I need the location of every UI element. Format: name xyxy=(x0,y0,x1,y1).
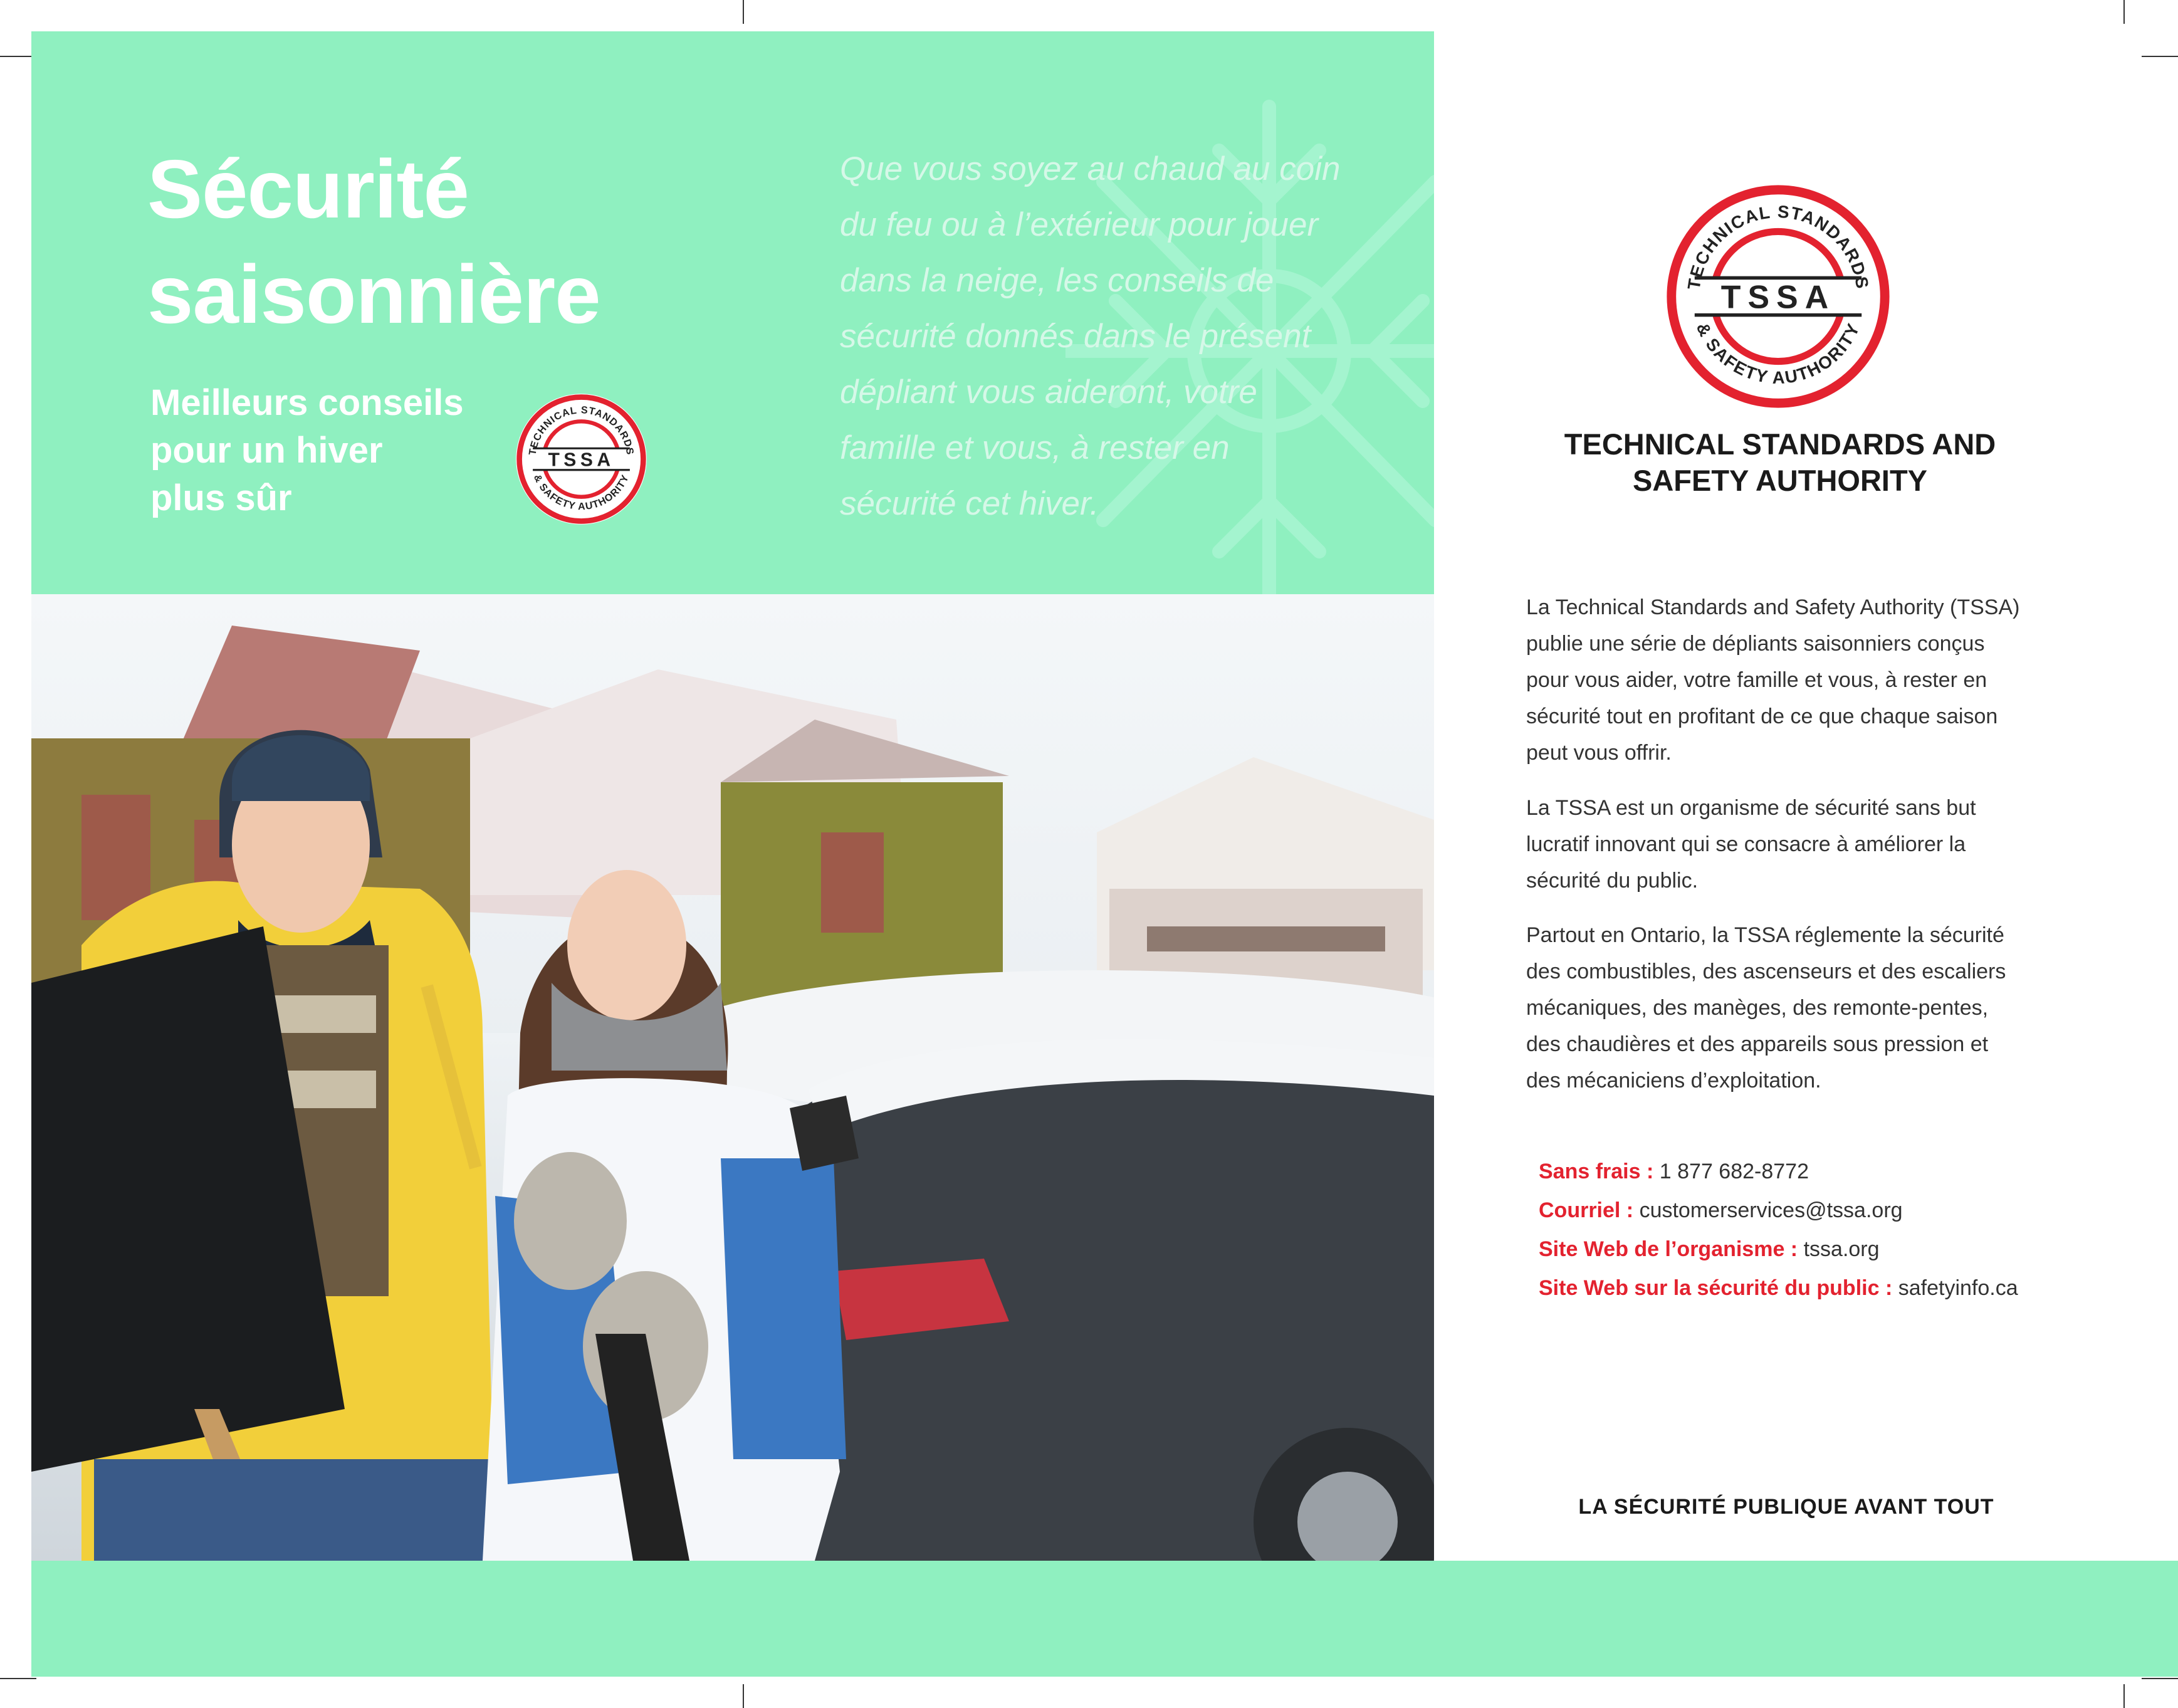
contact-email xyxy=(1539,1191,2140,1230)
intro-paragraph: La Technical Standards and Safety Authority (TSSA) publie une série de dépliants saisonniers conçus pour vous aider, votre famille et vous, à rester en sécurité tout en profitant de ce que chaque saison peut vous offrir. xyxy=(1526,595,2020,765)
contact-label: Site Web de l’organisme : xyxy=(1539,1237,1798,1261)
hero-title-line: saisonnière xyxy=(147,248,600,340)
hero-quote: Que vous soyez au chaud au coin du feu ou à l’extérieur pour jouer dans la neige, les conseils de sécurité donnés dans le présent dépliant vous aideront, votre famille et vous, à rester en sécurité cet hiver. xyxy=(840,150,1341,522)
bottom-band xyxy=(31,1561,2178,1677)
regulation-paragraph: Partout en Ontario, la TSSA réglemente la sécurité des combustibles, des ascenseurs et des escaliers mécaniques, des manèges, des remonte-pentes, des chaudières et des appareils sous pression et des mécaniciens d’exploitation. xyxy=(1526,923,2006,1092)
crop-mark xyxy=(2123,1684,2125,1708)
logo-ring-top: TECHNICAL STANDARDS xyxy=(526,404,636,456)
logo-ring-bottom: & SAFETY AUTHORITY xyxy=(531,473,632,513)
hero-subtitle-line: plus sûr xyxy=(150,478,292,518)
crop-mark xyxy=(0,1678,36,1679)
logo-center-text: TSSA xyxy=(1720,278,1836,315)
hero-subtitle-line: Meilleurs conseils xyxy=(150,382,464,423)
contact-list xyxy=(1539,1152,2140,1307)
hero-panel xyxy=(31,31,1434,594)
tagline: LA SÉCURITÉ PUBLIQUE AVANT TOUT xyxy=(1578,1495,1994,1519)
contact-label: Sans frais : xyxy=(1539,1160,1654,1183)
tssa-logo-icon xyxy=(514,392,649,527)
logo-ring-top: TECHNICAL STANDARDS xyxy=(1683,201,1873,291)
winter-couple-photo xyxy=(31,594,1434,1561)
hero-title xyxy=(147,137,837,347)
contact-label: Site Web sur la sécurité du public : xyxy=(1539,1276,1893,1300)
org-name-line: SAFETY AUTHORITY xyxy=(1632,464,1928,497)
contact-value[interactable]: safetyinfo.ca xyxy=(1898,1276,2018,1300)
hero-photo xyxy=(31,594,1434,1561)
crop-mark xyxy=(743,0,744,24)
logo-center-text: TSSA xyxy=(548,449,615,471)
crop-mark xyxy=(743,1684,744,1708)
logo-ring-bottom: & SAFETY AUTHORITY xyxy=(1692,320,1864,387)
contact-value[interactable]: customerservices@tssa.org xyxy=(1639,1198,1903,1222)
hero-title-line: Sécurité xyxy=(147,143,469,235)
crop-mark xyxy=(2123,0,2125,24)
mission-paragraph: La TSSA est un organisme de sécurité sans but lucratif innovant qui se consacre à améliorer la sécurité du public. xyxy=(1526,796,1976,893)
contact-phone xyxy=(1539,1152,2140,1191)
hero-subtitle-line: pour un hiver xyxy=(150,430,383,471)
org-name-line: TECHNICAL STANDARDS AND xyxy=(1564,427,1996,461)
contact-value[interactable]: tssa.org xyxy=(1803,1237,1880,1261)
contact-safety-website xyxy=(1539,1269,2140,1307)
contact-label: Courriel : xyxy=(1539,1198,1634,1222)
org-name xyxy=(1492,426,2068,499)
contact-value[interactable]: 1 877 682-8772 xyxy=(1659,1160,1809,1183)
crop-mark xyxy=(2142,1678,2178,1679)
tssa-logo-icon xyxy=(1662,181,1894,412)
contact-website xyxy=(1539,1230,2140,1269)
crop-mark xyxy=(2142,56,2178,57)
